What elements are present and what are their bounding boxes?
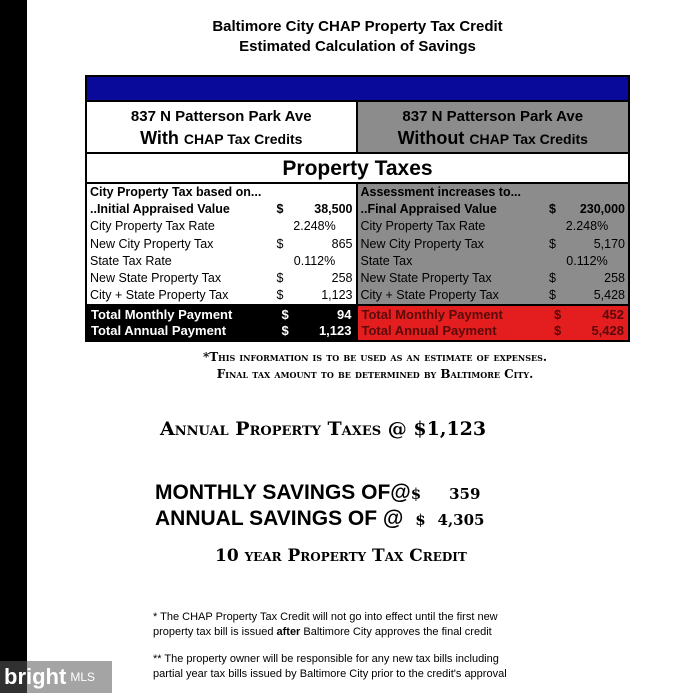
table-row: State Tax 0.112% (360, 253, 608, 268)
footnote-2-line-1: ** The property owner will be responsible for any new tax bills including (153, 653, 499, 665)
bright-mls-logo: bright MLS (0, 661, 112, 693)
table-row: State Tax Rate 0.112% (90, 253, 336, 268)
annual-savings (155, 507, 485, 531)
document-subtitle: Estimated Calculation of Savings (239, 38, 476, 55)
with-chap-label: With (140, 128, 179, 148)
column-headers (87, 102, 628, 154)
with-chap-annual-payment: Total Annual Payment $ 1,123 (87, 322, 356, 340)
footnote-1-line-1: * The CHAP Property Tax Credit will not go into effect until the first new (153, 611, 498, 623)
without-chap-annual-payment: Total Annual Payment $ 5,428 (358, 322, 629, 340)
table-row: ..Initial Appraised Value $ 38,500 (90, 202, 353, 217)
footnote-1: * The CHAP Property Tax Credit will not go into effect until the first new property tax bill is issued after Baltimore City approves the final credit (153, 611, 498, 638)
table-row: New City Property Tax $ 5,170 (360, 236, 625, 251)
without-chap-column (358, 184, 629, 340)
tax-data (87, 184, 628, 340)
with-chap-sublabel: CHAP Tax Credits (183, 131, 303, 147)
without-chap-header (358, 102, 629, 152)
annual-property-taxes (160, 418, 486, 440)
left-edge-bar (0, 0, 27, 693)
monthly-savings-label: MONTHLY SAVINGS OF@ (155, 481, 411, 504)
table-row: City Property Tax Rate 2.248% (90, 219, 336, 234)
table-row: Assessment increases to... (360, 185, 521, 199)
annual-savings-currency: $ (415, 511, 426, 529)
table-row: New State Property Tax $ 258 (90, 270, 353, 285)
blue-header-band (87, 77, 628, 102)
section-title: Property Taxes (87, 154, 628, 184)
table-row: City Property Tax based on... (90, 185, 262, 199)
calculation-sheet (85, 75, 630, 342)
with-chap-monthly-payment: Total Monthly Payment $ 94 (87, 304, 356, 322)
annual-savings-value: 4,305 (437, 511, 485, 529)
table-row: City Property Tax Rate 2.248% (360, 219, 609, 234)
ten-year-credit: 10 year Property Tax Credit (215, 546, 467, 566)
with-chap-header (87, 102, 358, 152)
monthly-savings (155, 481, 480, 505)
without-chap-label: Without (397, 128, 465, 148)
footnote-2-line-2: partial year tax bills issued by Baltimore City prior to the credit's approval (153, 668, 507, 680)
with-chap-address: 837 N Patterson Park Ave (130, 108, 312, 125)
with-chap-column (87, 184, 358, 340)
table-row: City + State Property Tax $ 1,123 (90, 288, 353, 303)
annual-taxes-label: Annual Property Taxes @ (160, 418, 407, 440)
table-row: ..Final Appraised Value $ 230,000 (360, 202, 625, 217)
table-row: New State Property Tax $ 258 (360, 270, 625, 285)
document-title: Baltimore City CHAP Property Tax Credit (212, 18, 503, 35)
table-row: New City Property Tax $ 865 (90, 236, 353, 251)
annual-taxes-value: $1,123 (413, 418, 487, 440)
footnote-2 (153, 652, 507, 682)
without-chap-sublabel: CHAP Tax Credits (469, 131, 588, 147)
disclaimer-line-2: Final tax amount to be determined by Baltimore City. (216, 367, 534, 381)
monthly-savings-currency: $ (410, 485, 422, 503)
without-chap-monthly-payment: Total Monthly Payment $ 452 (358, 304, 629, 322)
monthly-savings-value: 359 (449, 485, 481, 503)
without-chap-address: 837 N Patterson Park Ave (402, 108, 584, 125)
disclaimer-line-1: *This information is to be used as an estimate of expenses. (202, 350, 548, 364)
table-row: City + State Property Tax $ 5,428 (360, 288, 625, 303)
annual-savings-label: ANNUAL SAVINGS OF @ (155, 507, 404, 530)
